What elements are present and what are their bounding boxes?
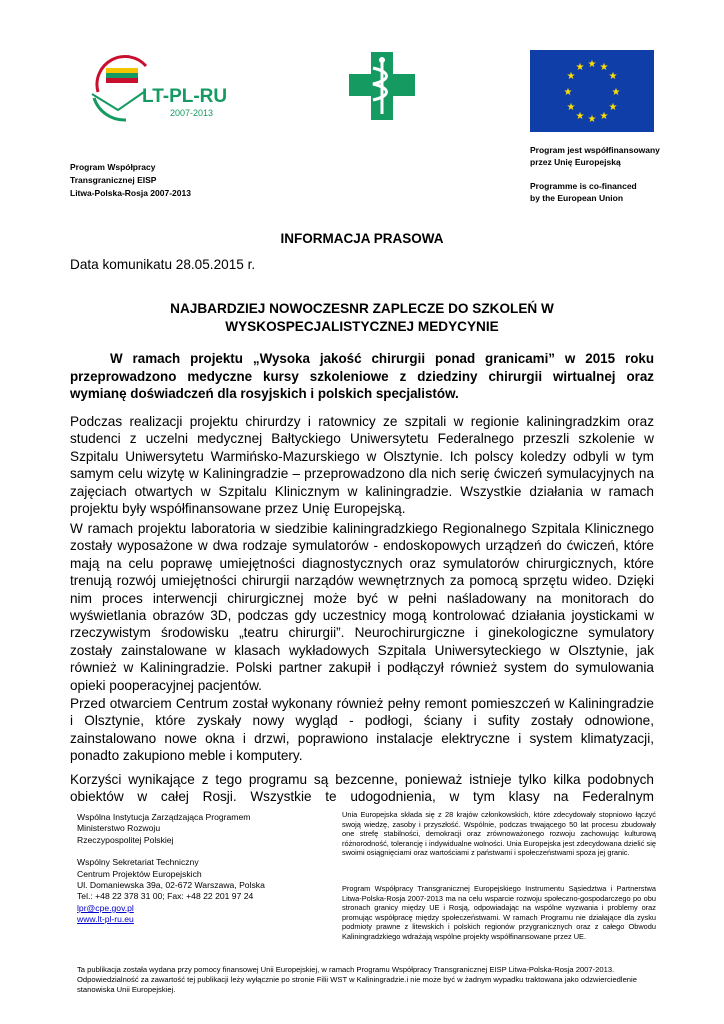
svg-text:★: ★ xyxy=(566,102,576,113)
paragraph-2: W ramach projektu laboratoria w siedzibie kaliningradzkiego Regionalnego Szpitala Klinicznego zostały wyposażone w dwa rodzaje symulatorów - endoskopowych urządzeń do ćwiczeń, które mają na celu poprawę umiejętności diagnostycznych oraz symulatorów chirurgicznych, które trenują rozwój umiejętności chirurgii narządów wewnętrznych za pomocą sprzętu wideo. Dzięki nim proces interwencji chirurgicznej może być w pełni naśladowany na monitorach do wyświetlania obrazów 3D, podczas gdy uczestnicy mogą kontrolować działania joystickami w rzeczywistym środowisku „teatru chirurgii”. Neurochirurgiczne i ginekologiczne symulatory zostały zainstalowane w klasach wykładowych Szpitala Uniwersyteckiego w Olsztynie, jak również w Kaliningradzie. Polski partner zakupił i podłączył również system do symulowania opieki pooperacyjnej pacjentów. xyxy=(70,521,654,693)
logo-years-text: 2007-2013 xyxy=(170,108,214,118)
eu-en-line: Programme is co-financed xyxy=(530,181,637,191)
jts-line: Wspólny Sekretariat Techniczny xyxy=(77,857,199,868)
svg-text:★: ★ xyxy=(566,71,576,82)
jts-line: Centrum Projektów Europejskich xyxy=(77,868,202,879)
eu-flag xyxy=(530,50,654,132)
jts-line: Tel.: +48 22 378 31 00; Fax: +48 22 201 97 24 xyxy=(77,891,254,902)
paragraph-4-line-1: Korzyści wynikające z tego programu są bezcenne, ponieważ istnieje tylko kilka podobnych xyxy=(70,772,654,787)
title-line-1: NAJBARDZIEJ NOWOCZESNR ZAPLECZE DO SZKOLEŃ W xyxy=(170,301,554,316)
medical-cross-logo xyxy=(347,50,417,122)
lt-pl-ru-logo xyxy=(86,52,226,126)
program-name-line: Program Współpracy xyxy=(70,162,156,172)
footer-contacts xyxy=(77,812,327,926)
svg-text:★: ★ xyxy=(608,71,618,82)
svg-text:★: ★ xyxy=(611,87,621,98)
eu-pl-line: Program jest współfinansowany xyxy=(530,145,660,155)
program-name-line: Transgranicznej EISP xyxy=(70,175,157,185)
svg-text:★: ★ xyxy=(599,111,609,122)
title-line-2: WYSKOSPECJALISTYCZNEJ MEDYCYNIE xyxy=(225,319,499,334)
footer-disclaimer: Ta publikacja została wydana przy pomocy finansowej Unii Europejskiej, w ramach Programu Współpracy Transgranicznej EISP Litwa-Polska-Rosja 2007-2013. Odpowiedzialność za zawartość tej publikacji leży wyłącznie po stronie Filii WST w Kaliningradzie.i nie może być w żadnym wypadku traktowana jako odzwierciedlenie stanowiska Unii Europejskiej. xyxy=(77,965,637,994)
eu-en-line: by the European Union xyxy=(530,193,624,203)
email-link[interactable]: lpr@cpe.gov.pl xyxy=(77,902,134,913)
logo-brand-text: LT-PL-RU xyxy=(142,86,226,107)
jts-line: Ul. Domaniewska 39a, 02-672 Warszawa, Polska xyxy=(77,880,265,891)
jiz-line: Rzeczypospolitej Polskiej xyxy=(77,834,174,845)
svg-text:★: ★ xyxy=(587,114,597,125)
eu-pl-line: przez Unię Europejską xyxy=(530,157,621,167)
eu-cofinanced-block xyxy=(530,144,710,204)
svg-text:★: ★ xyxy=(599,62,609,73)
paragraph-4 xyxy=(70,771,654,806)
jiz-line: Ministerstwo Rozwoju xyxy=(77,823,161,834)
release-date: Data komunikatu 28.05.2015 r. xyxy=(70,257,256,272)
svg-text:★: ★ xyxy=(563,87,573,98)
lead-paragraph: W ramach projektu „Wysoka jakość chirurgii ponad granicami” w 2015 roku przeprowadzono medyczne kursy szkoleniowe z dziedziny chirurgii wirtualnej oraz wymianę doświadczeń dla rosyjskich i polskich specjalistów. xyxy=(70,351,654,402)
footer-program-info: Program Współpracy Transgranicznej Europejskiego Instrumentu Sąsiedztwa i Partnerstwa Litwa-Polska-Rosja 2007-2013 ma na celu wsparcie rozwoju społeczno-gospodarczego po obu stronach granicy między UE i Rosją, odpowiadając na wspólne wyzwania i problemy oraz promując współpracę między społeczeństwami. W ramach Programu nie działające dla zysku podmioty prawne z litewskich i polskich regionów przygranicznych oraz z całego Obwodu Kaliningradzkiego wdrażają wspólne projekty współfinansowane przez UE. xyxy=(342,884,656,941)
jiz-line: Wspólna Instytucja Zarządzająca Programem xyxy=(77,812,251,822)
svg-text:★: ★ xyxy=(575,111,585,122)
paragraph-4-line-2: obiektów w całej Rosji. Wszystkie te udogodnienia, w tym klasy na Federalnym xyxy=(70,789,654,805)
footer-eu-info: Unia Europejska składa się z 28 krajów członkowskich, które zdecydowały stopniowo łączyć swoją wiedzę, zasoby i przyszłość. Wspólnie, podczas trwającego 50 lat procesu zbudowały one strefę stabilności, demokracji oraz zrównoważonego rozwoju zachowując kulturową różnorodność, tolerancję i indywidualne wolności. Unia Europejska jest zdecydowana dzielić się swoimi osiągnięciami oraz wartościami z państwami i społeczeństwami spoza jej granic. xyxy=(342,810,656,858)
paragraph-1: Podczas realizacji projektu chirurdzy i ratownicy ze szpitali w regionie kaliningradzkim oraz studenci z uczelni medycznej Bałtyckiego Uniwersytetu Federalnego przeszli szkolenie w Szpitalu Uniwersytetu Warmińsko-Mazurskiego w Olsztynie. Ich polscy koledzy odbyli w tym samym celu wizytę w Kaliningradzie – przeprowadzono dla nich serię ćwiczeń symulacyjnych na zajęciach otwartych w Szpitalu Klinicznym w kaliningradzie. Wszystkie działania w ramach projektu były współfinansowane przez Unię Europejską. xyxy=(70,414,654,517)
svg-text:★: ★ xyxy=(608,102,618,113)
svg-text:★: ★ xyxy=(587,59,597,70)
program-name-line: Litwa-Polska-Rosja 2007-2013 xyxy=(70,188,191,198)
paragraph-3: Przed otwarciem Centrum został wykonany również pełny remont pomieszczeń w Kaliningradzie i Olsztynie, które zyskały nowy wygląd - podłogi, ściany i sufity zostały odnowione, zainstalowano nowe okna i drzwi, poprawiono instalacje elektryczne i system klimatyzacji, ponadto zakupiono meble i komputery. xyxy=(70,696,654,764)
svg-text:★: ★ xyxy=(575,62,585,73)
document-title xyxy=(70,300,654,336)
website-link[interactable]: www.lt-pl-ru.eu xyxy=(77,914,134,925)
press-heading: INFORMACJA PRASOWA xyxy=(280,231,444,246)
program-name-block xyxy=(70,161,270,200)
